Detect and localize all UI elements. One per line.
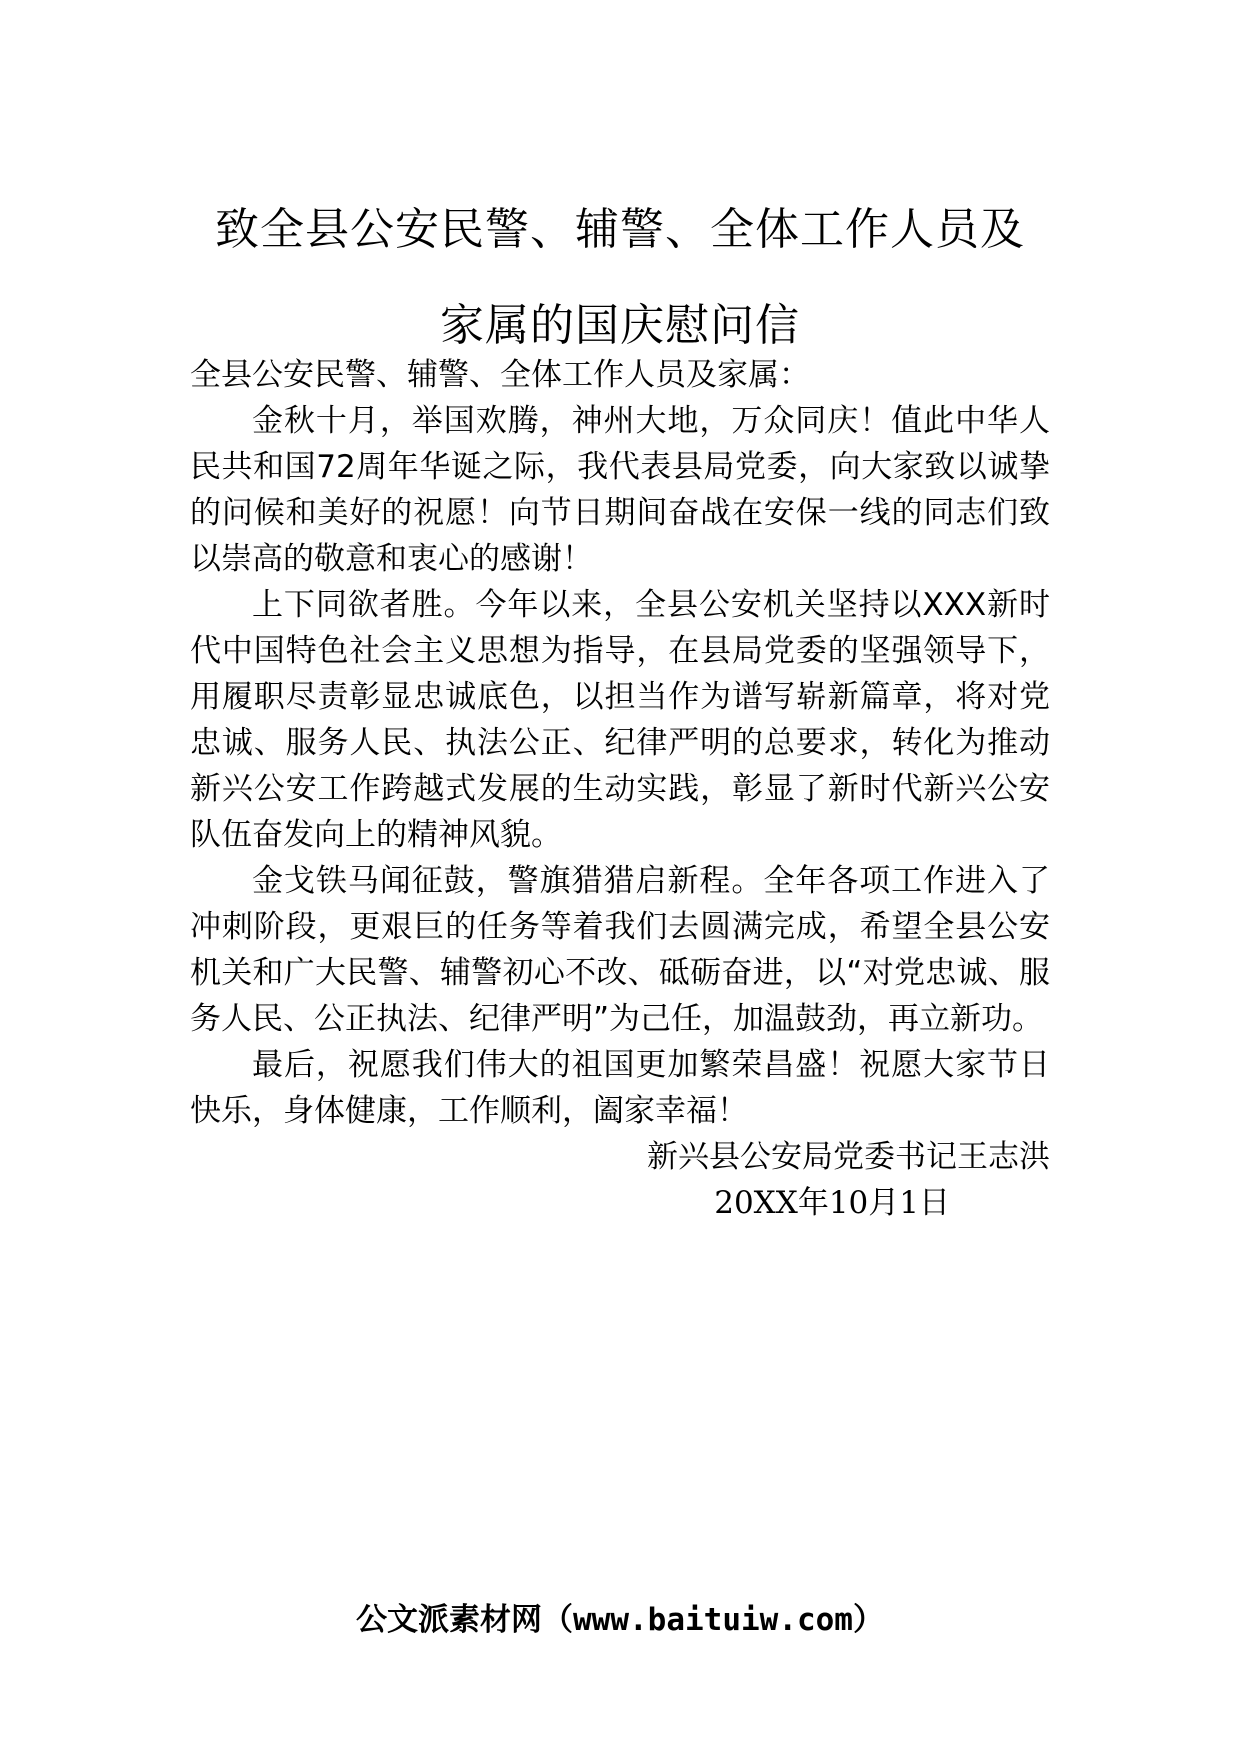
date: 20XX年10月1日 [714, 1185, 950, 1221]
document-title [150, 182, 1090, 374]
paragraph-2: 上下同欲者胜。今年以来，全县公安机关坚持以XXX新时代中国特色社会主义思想为指导，在县局党委的坚强领导下，用履职尽责彰显忠诚底色，以担当作为谱写崭新篇章，将对党忠诚、服务人民、执法公正、纪律严明的总要求，转化为推动新兴公安工作跨越式发展的生动实践，彰显了新时代新兴公安队伍奋发向上的精神风貌。 [190, 587, 1050, 853]
signature: 新兴县公安局党委书记王志洪 [647, 1139, 1050, 1175]
title-line-2: 家属的国庆慰问信 [440, 300, 800, 351]
paragraph-1: 金秋十月，举国欢腾，神州大地，万众同庆！值此中华人民共和国72周年华诞之际，我代表县局党委，向大家致以诚挚的问候和美好的祝愿！向节日期间奋战在安保一线的同志们致以崇高的敬意和衷心的感谢！ [190, 403, 1050, 577]
footer-site-name: 公文派素材网 [356, 1602, 543, 1638]
footer-url: （www.baituiw.com） [542, 1602, 884, 1638]
paragraph-4: 最后，祝愿我们伟大的祖国更加繁荣昌盛！祝愿大家节日快乐，身体健康，工作顺利，阖家幸福！ [190, 1047, 1050, 1129]
footer-watermark [0, 1594, 1240, 1639]
paragraph-3: 金戈铁马闻征鼓，警旗猎猎启新程。全年各项工作进入了冲刺阶段，更艰巨的任务等着我们去圆满完成，希望全县公安机关和广大民警、辅警初心不改、砥砺奋进，以“对党忠诚、服务人民、公正执法、纪律严明”为己任，加温鼓劲，再立新功。 [190, 863, 1050, 1037]
salutation: 全县公安民警、辅警、全体工作人员及家属： [190, 357, 810, 393]
title-line-1: 致全县公安民警、辅警、全体工作人员及 [215, 204, 1025, 255]
letter-body [190, 352, 1050, 1226]
